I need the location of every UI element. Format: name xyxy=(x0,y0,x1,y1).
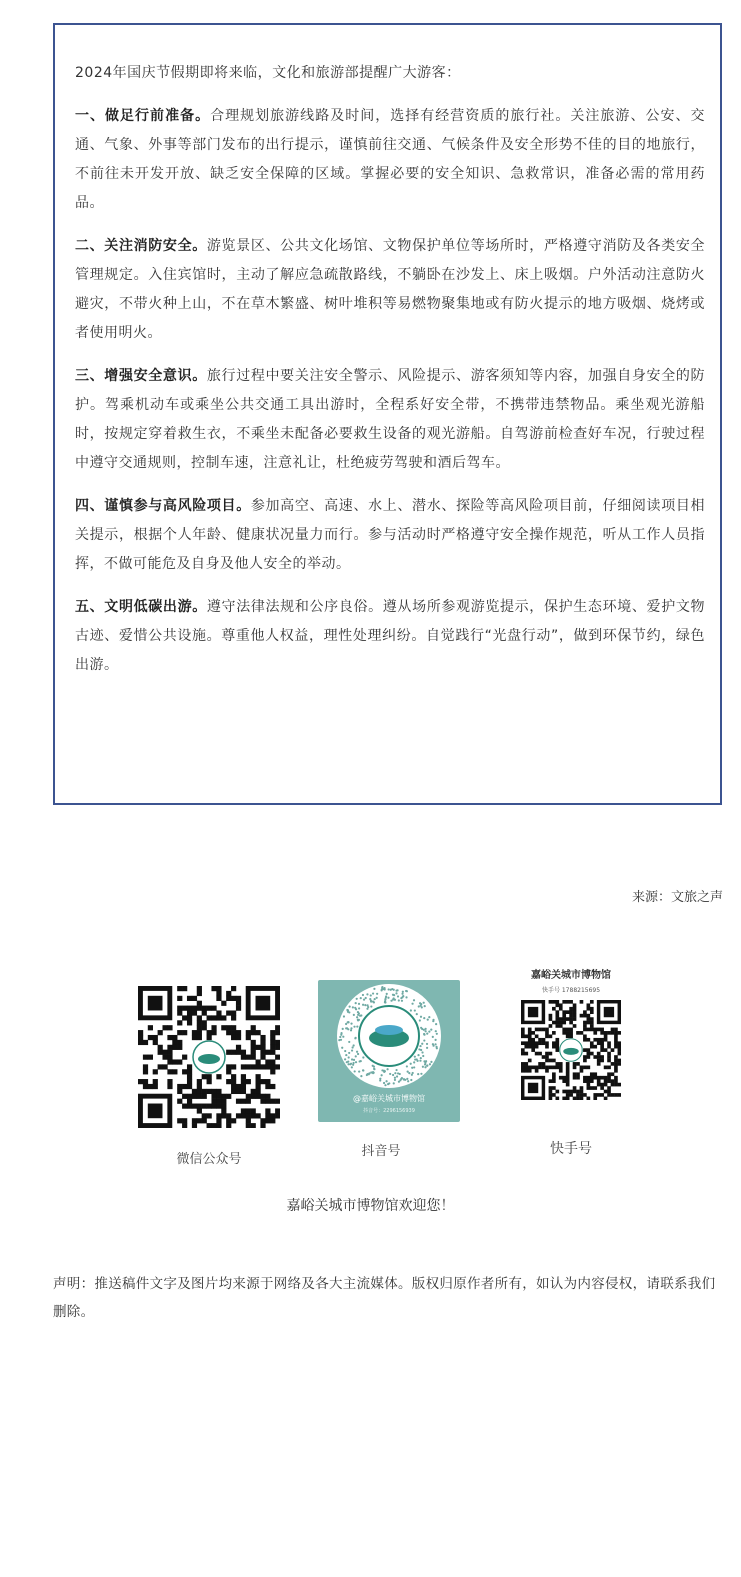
kuaishou-qr-caption: 快手号 xyxy=(550,1141,592,1157)
wechat-qr-block xyxy=(138,986,280,1167)
notice-intro: 2024年国庆节假期即将来临，文化和旅游部提醒广大游客： xyxy=(75,65,461,81)
douyin-account-label: @嘉峪关城市博物馆 xyxy=(353,1094,425,1103)
notice-item-heading: 四、谨慎参与高风险项目。 xyxy=(75,498,251,514)
notice-box xyxy=(53,23,722,805)
wechat-qr-caption: 微信公众号 xyxy=(176,1152,242,1167)
notice-item-heading: 一、做足行前准备。 xyxy=(75,108,211,124)
wechat-qr-icon[interactable] xyxy=(138,986,280,1128)
notice-item-text: 参加高空、高速、水上、潜水、探险等高风险项目前，仔细阅读项目相关提示，根据个人年龄、健康状况量力而行。参与活动时严格遵守安全操作规范，听从工作人员指挥，不做可能危及自身及他人安全的举动。 xyxy=(75,498,706,572)
notice-item-2 xyxy=(75,232,705,348)
notice-item-1 xyxy=(75,102,705,218)
notice-item-text: 合理规划旅游线路及时间，选择有经营资质的旅行社。关注旅游、公安、交通、气象、外事等部门发布的出行提示，谨慎前往交通、气候条件及安全形势不佳的目的地旅行，不前往未开发开放、缺乏安全保障的区域。掌握必要的安全知识、急救常识，准备必需的常用药品。 xyxy=(75,108,705,211)
douyin-qr-card[interactable] xyxy=(318,980,460,1122)
disclaimer: 声明：推送稿件文字及图片均来源于网络及各大主流媒体。版权归原作者所有，如认为内容侵权，请联系我们删除。 xyxy=(53,1276,716,1320)
notice-item-heading: 五、文明低碳出游。 xyxy=(75,599,207,615)
notice-item-text: 遵守法律法规和公序良俗。遵从场所参观游览提示，保护生态环境、爱护文物古迹、爱惜公共设施。尊重他人权益，理性处理纠纷。自觉践行“光盘行动”，做到环保节约，绿色出游。 xyxy=(75,599,706,673)
douyin-account-number: 抖音号：2296156939 xyxy=(363,1108,415,1114)
kuaishou-title: 嘉峪关城市博物馆 xyxy=(531,970,611,981)
notice-item-3 xyxy=(75,362,705,478)
kuaishou-qr-icon[interactable] xyxy=(521,1000,621,1100)
notice-content xyxy=(75,59,705,694)
douyin-qr-icon xyxy=(318,980,460,1092)
welcome-message: 嘉峪关城市博物馆欢迎您！ xyxy=(286,1198,455,1214)
kuaishou-qr-block xyxy=(500,966,642,1158)
notice-item-text: 游览景区、公共文化场馆、文物保护单位等场所时，严格遵守消防及各类安全管理规定。入住宾馆时，主动了解应急疏散路线，不躺卧在沙发上、床上吸烟。户外活动注意防火避灾，不带火种上山，不在草木繁盛、树叶堆积等易燃物聚集地或有防火提示的地方吸烟、烧烤或者使用明火。 xyxy=(75,238,706,341)
notice-item-5 xyxy=(75,593,705,680)
notice-item-text: 旅行过程中要关注安全警示、风险提示、游客须知等内容，加强自身安全的防护。驾乘机动车或乘坐公共交通工具出游时，全程系好安全带，不携带违禁物品。乘坐观光游船时，按规定穿着救生衣，不乘坐未配备必要救生设备的观光游船。自驾游前检查好车况，行驶过程中遵守交通规则，控制车速，注意礼让，杜绝疲劳驾驶和酒后驾车。 xyxy=(75,368,706,471)
notice-item-heading: 三、增强安全意识。 xyxy=(75,368,207,384)
source-credit: 来源：文旅之声 xyxy=(631,890,723,905)
douyin-qr-caption: 抖音号 xyxy=(361,1144,401,1159)
notice-item-4 xyxy=(75,492,705,579)
kuaishou-account-number: 快手号 1788215695 xyxy=(541,987,601,994)
notice-item-heading: 二、关注消防安全。 xyxy=(75,238,207,254)
